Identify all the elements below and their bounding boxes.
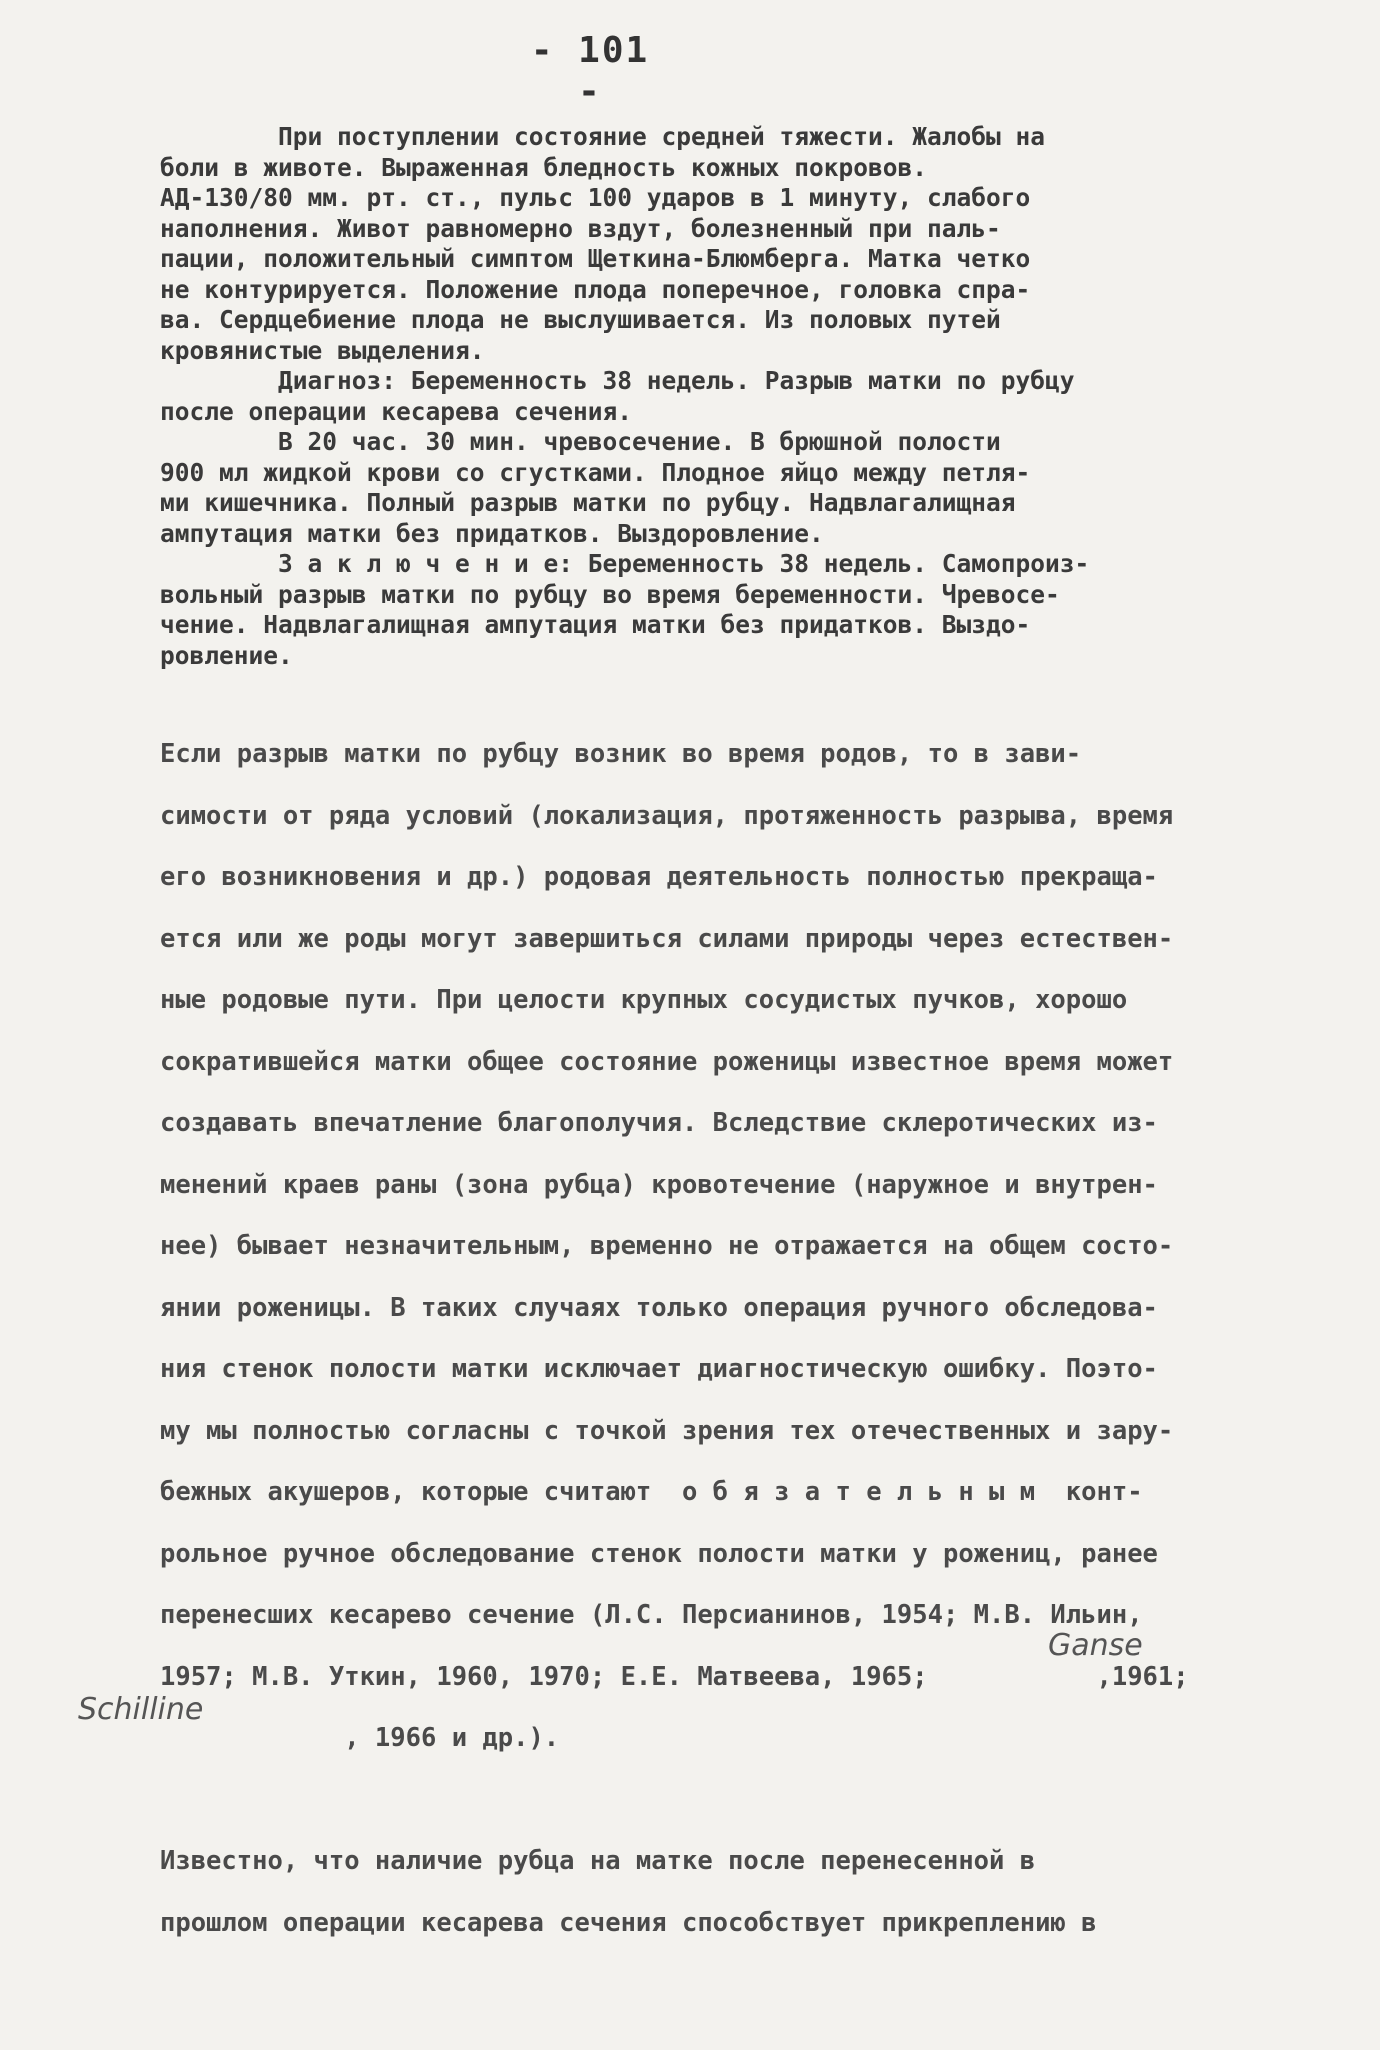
case-text-line: боли в животе. Выраженная бледность кожных покровов. xyxy=(160,152,928,182)
body-text-line: сократившейся матки общее состояние роженицы известное время может xyxy=(160,1046,1174,1077)
body-text-line: ные родовые пути. При целости крупных сосудистых пучков, хорошо xyxy=(160,985,1128,1015)
case-text-line: ми кишечника. Полный разрыв матки по рубцу. Надвлагалищная xyxy=(160,488,1016,517)
body-text-line xyxy=(160,1770,1310,1832)
case-text-line: В 20 час. 30 мин. чревосечение. В брюшной полости xyxy=(160,427,1001,456)
body-text-line: перенесших кесарево сечение (Л.С. Персианинов, 1954; М.В. Ильин, xyxy=(160,1600,1143,1630)
case-text-line: ровление. xyxy=(160,640,293,670)
case-text-line: не контурируется. Положение плода поперечное, головка спра- xyxy=(160,274,1031,304)
case-text-line: З а к л ю ч е н и е: Беременность 38 недель. Самопроиз- xyxy=(160,549,1090,578)
body-text-line: , 1966 и др.). xyxy=(160,1723,560,1753)
case-text-line: 900 мл жидкой крови со сгустками. Плодное яйцо между петля- xyxy=(160,457,1031,487)
body-text-line: менений краев раны (зона рубца) кровотечение (наружное и внутрен- xyxy=(160,1169,1158,1200)
body-text-line: ется или же роды могут завершиться силами природы через естествен- xyxy=(160,923,1174,954)
body-text-line: му мы полностью согласны с точкой зрения тех отечественных и зару- xyxy=(160,1415,1174,1446)
case-text-line: пации, положительный симптом Щеткина-Блюмберга. Матка четко xyxy=(160,244,1031,273)
body-text-line: ния стенок полости матки исключает диагностическую ошибку. Поэто- xyxy=(160,1354,1158,1384)
case-history-block xyxy=(160,122,1300,671)
page-number: - 101 - xyxy=(530,30,650,112)
body-text-line: Если разрыв матки по рубцу возник во время родов, то в зави- xyxy=(160,739,1082,769)
body-text-line: симости от ряда условий (локализация, протяженность разрыва, время xyxy=(160,800,1174,831)
case-text-line: чение. Надвлагалищная ампутация матки без придатков. Выздо- xyxy=(160,610,1031,639)
body-text-line: рольное ручное обследование стенок полости матки у рожениц, ранее xyxy=(160,1538,1158,1569)
body-text-line: бежных акушеров, которые считают о б я з а т е л ь н ы м конт- xyxy=(160,1477,1143,1507)
handwritten-author-ganse: Ganse xyxy=(1048,1628,1143,1663)
case-text-line: При поступлении состояние средней тяжести. Жалобы на xyxy=(160,122,1046,151)
case-text-line: вольный разрыв матки по рубцу во время беременности. Чревосе- xyxy=(160,579,1060,609)
main-text-block xyxy=(160,724,1310,1954)
body-text-line: прошлом операции кесарева сечения способствует прикреплению в xyxy=(160,1907,1097,1938)
body-text-line: янии роженицы. В таких случаях только операция ручного обследова- xyxy=(160,1292,1158,1323)
body-text-line: создавать впечатление благополучия. Вследствие склеротических из- xyxy=(160,1108,1158,1138)
body-text-line: нее) бывает незначительным, временно не отражается на общем состо- xyxy=(160,1231,1174,1261)
case-text-line: после операции кесарева сечения. xyxy=(160,396,633,426)
body-text-line: 1957; М.В. Уткин, 1960, 1970; Е.Е. Матвеева, 1965; ,1961; xyxy=(160,1661,1189,1692)
handwritten-author-schilline: Schilline xyxy=(78,1692,204,1727)
case-text-line: ампутация матки без придатков. Выздоровление. xyxy=(160,518,824,548)
body-text-line: Известно, что наличие рубца на матке после перенесенной в xyxy=(160,1846,1036,1876)
body-text-line: его возникновения и др.) родовая деятельность полностью прекраща- xyxy=(160,862,1158,892)
case-text-line: АД-130/80 мм. рт. ст., пульс 100 ударов в 1 минуту, слабого xyxy=(160,183,1031,212)
case-text-line: Диагноз: Беременность 38 недель. Разрыв матки по рубцу xyxy=(160,366,1075,395)
case-text-line: наполнения. Живот равномерно вздут, болезненный при паль- xyxy=(160,213,1001,243)
case-text-line: кровянистые выделения. xyxy=(160,335,485,365)
case-text-line: ва. Сердцебиение плода не выслушивается. Из половых путей xyxy=(160,305,1001,334)
